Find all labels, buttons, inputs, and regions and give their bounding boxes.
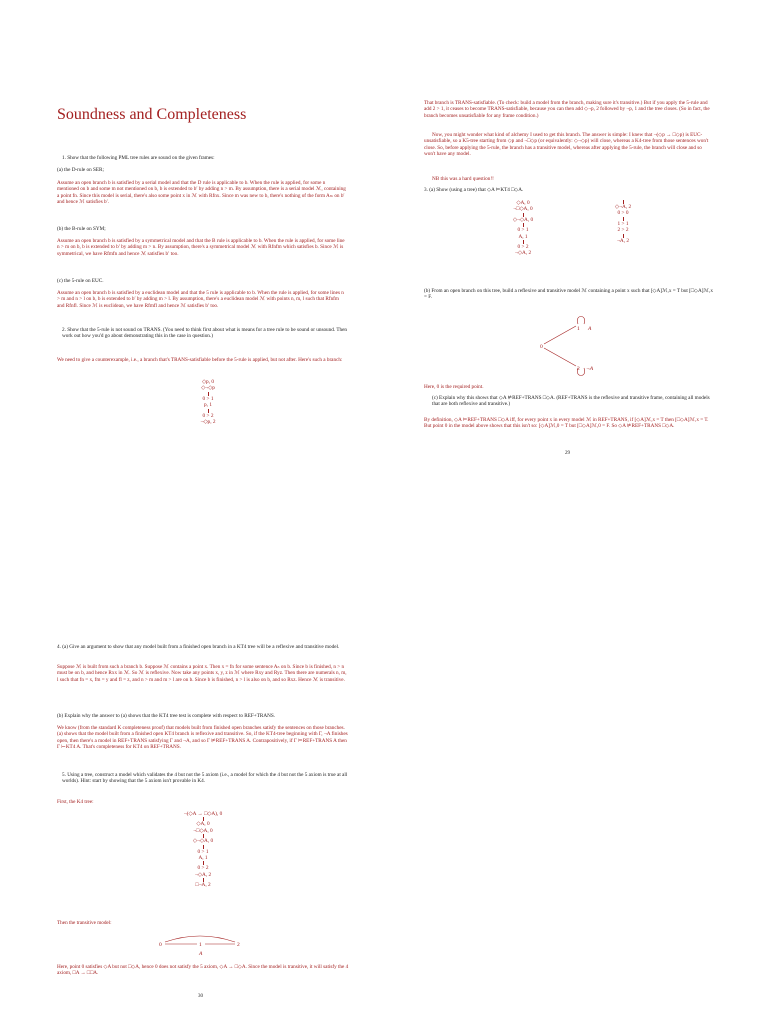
tree-line: 0 > 1 — [197, 848, 209, 855]
tree-line: 0 > 1 — [202, 395, 214, 402]
tree-line: ◇¬◇A, 0 — [192, 838, 214, 845]
tree-line: A, 1 — [198, 855, 208, 862]
page-title: Soundness and Completeness — [57, 106, 247, 123]
tree-line: p, 1 — [204, 402, 212, 409]
right-nb-note: NB this was a hard question!! — [432, 176, 494, 182]
tree-line: ¬◇p, 2 — [200, 419, 216, 426]
tree-line: ¬A, 2 — [616, 237, 630, 244]
q4a-label: 4. (a) Give an argument to show that any model built from a finished open branch in a KT4 tree will be a reflexive and transitive model. — [57, 644, 340, 650]
q4b-answer: We know (from the standard K completeness proof) that models built from finished open branches satisfy the sentences on those branches. (a) shows that the model built from a finished open KT4 branch is reflexive and transitive. So, if the KT4-tree beginning with Γ, ¬A finishes open, then there's a model in REF+TRANS satisfying Γ and ¬A, and so Γ ⊭REF+TRANS A. Contrapositively, if Γ ⊨REF+TRANS A then Γ ⊢KT4 A. That's completeness for KT4 on REF+TRANS. — [57, 725, 348, 750]
q3-note: Here, 0 is the required point. — [424, 384, 484, 390]
node-0: 0 — [159, 942, 162, 948]
tree-line: 1 > 1 — [617, 220, 629, 227]
tree-line: 0 > 2 — [197, 865, 209, 872]
node-1: 1 — [577, 326, 580, 332]
page-number: 29 — [565, 451, 570, 456]
q1c-label: (c) the 5-rule on EUC. — [57, 278, 104, 284]
tree-line: A, 1 — [518, 233, 528, 240]
tree-line: 2 > 2 — [617, 227, 629, 234]
q1-prompt: 1. Show that the following PML tree rules are sound on the given frames: — [62, 155, 215, 161]
q1a-answer: Assume an open branch b is satisfied by a serial model and that the D rule is applicable to b. When the rule is applied, for some n mentioned on b and some m not mentioned on b, b is extended to b′ by adding n > m. By assumption, there is a serial model ℳ, containing a point fn. Since this model is serial, there's also some point x in ℳ with Rfnx. Since m was new to b, there's nothing of the form Aₘ on b′ and hence ℳ satisfies b′. — [57, 180, 346, 205]
q3c-answer: By definition, ◇A ⊨REF+TRANS □◇A iff, for every point x in every model ℳ in REF+TRANS, if [◇A]ℳ,x = T then [□◇A]ℳ,x = T. But point 0 in the model above shows that this isn't so: [◇A]ℳ,0 = T but [□◇A]ℳ,0 = F. So ◇A ⊭REF+TRANS □◇A. — [424, 417, 709, 430]
tree-line: ¬◇A, 2 — [514, 250, 532, 257]
node-2-valuation: ¬A — [586, 366, 594, 372]
right-top-paragraph: That branch is TRANS-satisfiable. (To check: build a model from the branch, making sure it's transitive.) But if you apply the 5-rule and add 2 > 1, it ceases to become TRANS-satisfiable, because you can then add ◇¬p, 2 followed by ¬p, 1 and the tree closes. (So in fact, the branch becomes unsatisfiable for any frame condition.) — [424, 100, 710, 119]
tree-line: 0 > 2 — [517, 244, 529, 251]
q3-tree-left — [491, 200, 555, 257]
q3c-label: (c) Explain why this shows that ◇A ⊭REF+TRANS □◇A. (REF+TRANS is the reflexive and transitive frame, containing all models that are both reflexive and transitive.) — [432, 395, 710, 408]
q5-prompt: 5. Using a tree, construct a model which validates the 4 but not the 5 axiom (i.e., a model for which the 4 but not the 5 axiom is true at all worlds). Hint: start by showing that the 5 axiom isn't provable in K4. — [62, 772, 348, 785]
node-0: 0 — [540, 344, 543, 350]
q1b-label: (b) the B-rule on SYM; — [57, 226, 106, 232]
q1b-answer: Assume an open branch b is satisfied by a symmetrical model and that the B rule is applicable to b. When the rule is applied, for some line n > m on b, b is extended to b′ by adding m > n. By assumption, there's a symmetrical model ℳ with Rfnfm which satisfies b. Since ℳ is symmetrical, we have Rfmfn and hence ℳ satisfies b′ too. — [57, 238, 345, 257]
node-2: 2 — [237, 942, 240, 948]
q5-answer: Here, point 0 satisfies ◇A but not □◇A, hence 0 does not satisfy the 5 axiom, ◇A → □◇A. Since the model is transitive, it will satisfy the 4 axiom, □A → □□A. — [57, 964, 349, 977]
tree-line: ¬□◇A, 0 — [193, 827, 213, 834]
q3-tree-right — [598, 200, 648, 244]
q5-first: First, the K4 tree: — [57, 799, 94, 805]
q1c-answer: Assume an open branch b is satisfied by a euclidean model and that the 5 rule is applicable to b. When the rule is applied, for some lines n > m and n > l on b, b is extended to b′ by adding m > l. By assumption, there's a euclidean model ℳ with points n, m, l such that Rfnfm and Rfnfl. Since ℳ is euclidean, we have Rfmfl and hence ℳ satisfies b′ too. — [57, 290, 344, 309]
tree-line: ◇A, 0 — [516, 200, 530, 206]
q3a-label: 3. (a) Show (using a tree) that ◇A ⊨KT4 □◇A. — [424, 187, 524, 193]
edge-0-1 — [544, 326, 576, 344]
node-1: 1 — [199, 942, 202, 948]
edge-0-2 — [544, 348, 576, 366]
q5-tree — [168, 811, 238, 889]
tree-line: ¬(◇A → □◇A), 0 — [183, 811, 223, 817]
tree-line: ◇p, 0 — [201, 379, 215, 385]
tree-line: ◇¬◇A, 0 — [512, 216, 534, 223]
q5-then: Then the transitive model: — [57, 920, 112, 926]
q3b-label: (b) From an open branch on this tree, build a reflexive and transitive model ℳ containing a point x such that [◇A]ℳ,x = T but [□◇A]ℳ,x = F. — [424, 288, 713, 301]
node-1-valuation: A — [588, 326, 592, 332]
node-2: 2 — [577, 366, 580, 372]
tree-line: 0 > 1 — [517, 227, 529, 234]
q2-answer: We need to give a counterexample, i.e., a branch that's TRANS-satisfiable before the 5-rule is applied, but not after. Here's such a branch: — [57, 357, 343, 363]
node-1-valuation: A — [199, 951, 203, 957]
tree-line: ◇A, 0 — [196, 821, 210, 828]
q2-tree — [178, 379, 238, 425]
q1a-label: (a) the D-rule on SER; — [57, 167, 104, 173]
tree-line: □¬A, 2 — [195, 882, 211, 889]
q2-prompt: 2. Show that the 5-rule is not sound on TRANS. (You need to think first about what is means for a tree rule to be sound or unsound. Then work out how you'd go about demonstrating this in the case in question.) — [62, 327, 347, 340]
tree-line: 0 > 2 — [202, 412, 214, 419]
tree-line: ◇¬A, 2 — [614, 204, 632, 210]
right-explanation-paragraph: Now, you might wonder what kind of alchemy I used to get this branch. The answer is simple: I knew that ¬(◇p → □◇p) is EUC-unsatisfiable, so a K5-tree starting from ◇p and ¬□◇p (or equivalently: ◇¬◇p) will close, whereas a K4-tree from those sentences won't close. So, before applying the 5-rule, the branch has a transitive model, whereas after applying the 5-rule, the branch will close and so won't have any model. — [424, 132, 709, 157]
tree-line: 0 > 0 — [617, 210, 629, 217]
tree-line: ¬□◇A, 0 — [513, 206, 533, 213]
q4b-label: (b) Explain why the answer to (a) shows that the KT4 tree test is complete with respect to REF+TRANS. — [57, 713, 276, 719]
q4a-answer: Suppose ℳ is built from such a branch b. Suppose ℳ contains a point x. Then x = fn for some sentence Aₙ on b. Since b is finished, n > n must be on b, and hence Rxx in ℳ. So ℳ is reflexive. Now take any points x, y, z in ℳ where Rxy and Ryz. Then there are numerals n, m, l such that fn = x, fm = y and fl = z, and n > m and m > l are on b. Since b is finished, n > l is also on b, and so Rxz. Hence ℳ is transitive. — [57, 664, 347, 683]
loop-1 — [577, 317, 584, 325]
page-number: 30 — [198, 994, 203, 999]
tree-line: ¬◇A, 2 — [194, 871, 212, 878]
q3-model-diagram — [530, 318, 620, 378]
tree-line: ◇¬◇p — [201, 385, 215, 392]
page-30 — [0, 512, 768, 1024]
q5-model-diagram — [155, 932, 255, 962]
